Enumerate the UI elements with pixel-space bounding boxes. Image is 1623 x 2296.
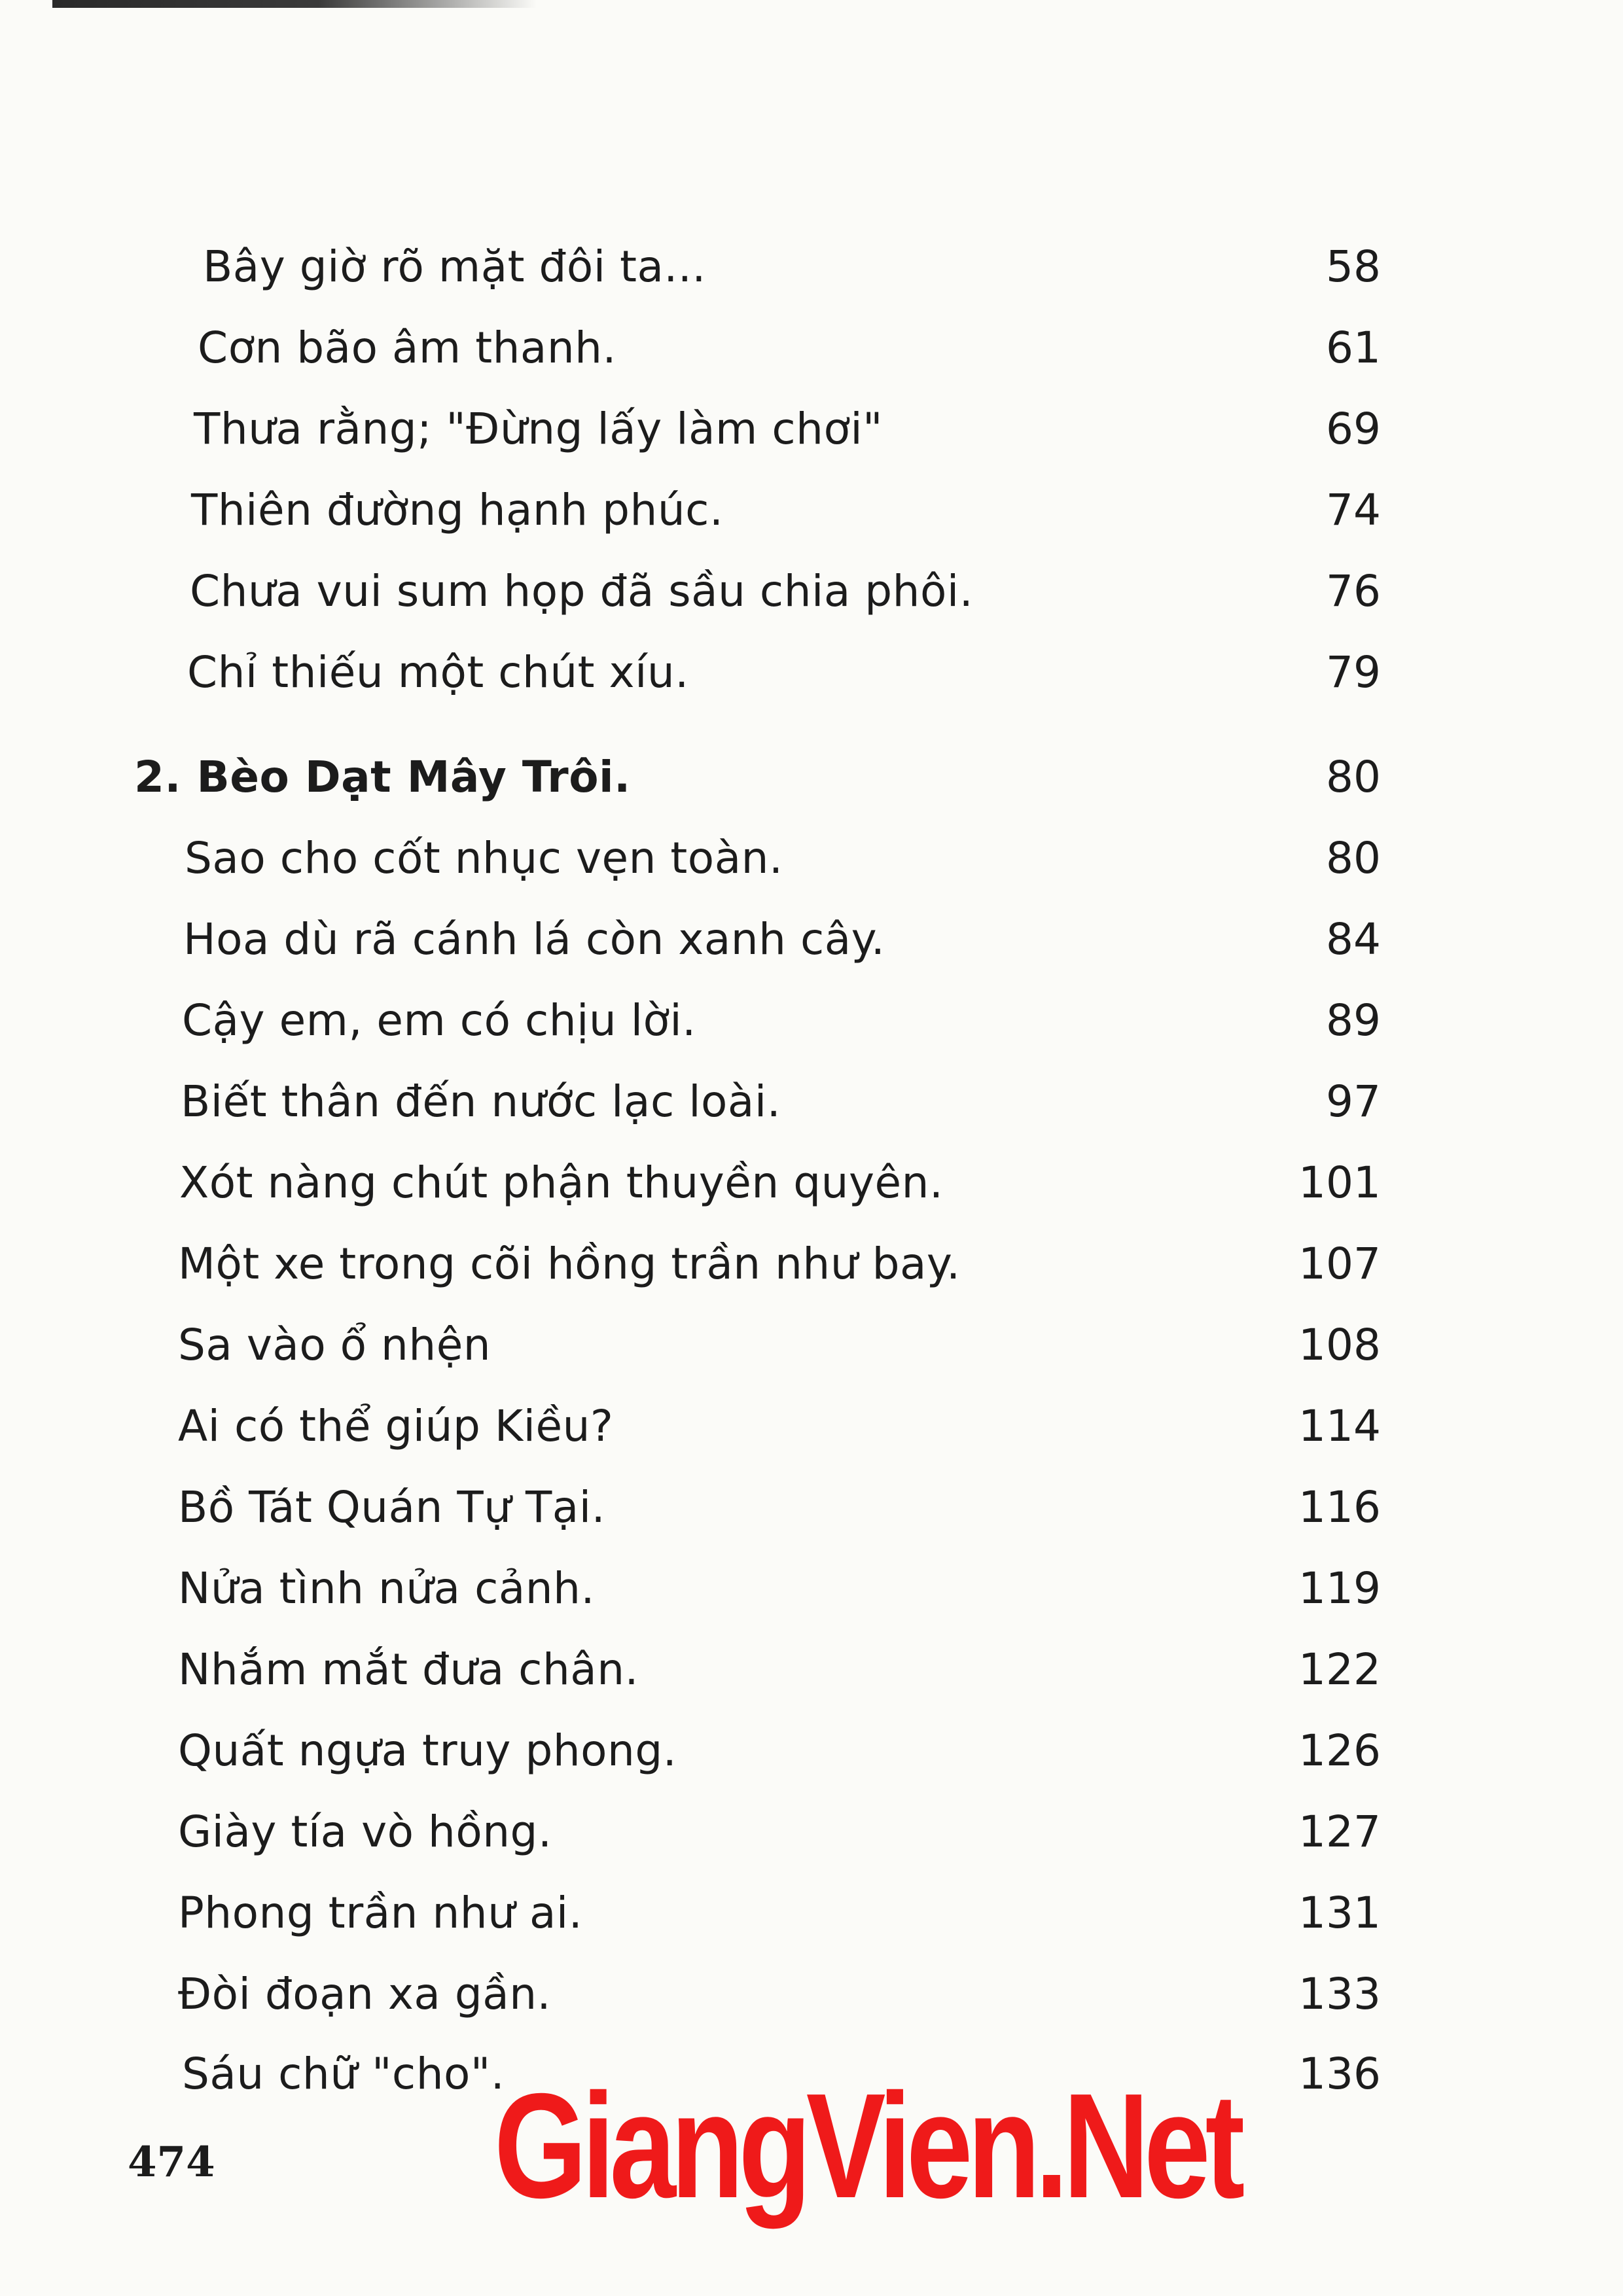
toc-entry-page: 58: [1326, 241, 1381, 292]
toc-entry: [0, 826, 1623, 898]
toc-entry-title: Sao cho cốt nhục vẹn toàn.: [185, 833, 783, 883]
toc-entry: [0, 397, 1623, 468]
toc-entry-page: 80: [1326, 752, 1381, 802]
toc-entry: [0, 1556, 1623, 1628]
toc-entry-page: 116: [1298, 1482, 1381, 1532]
toc-entry-title: Một xe trong cõi hồng trần như bay.: [178, 1239, 961, 1289]
toc-entry-title: Chưa vui sum họp đã sầu chia phôi.: [190, 566, 974, 616]
toc-entry-page: 131: [1298, 1888, 1381, 1938]
toc-entry: [0, 1069, 1623, 1141]
toc-entry-title: Giày tía vò hồng.: [178, 1807, 552, 1857]
toc-entry: [0, 559, 1623, 631]
toc-entry: [0, 478, 1623, 550]
toc-entry-title: Thiên đường hạnh phúc.: [191, 485, 724, 535]
toc-entry-title: Bồ Tát Quán Tự Tại.: [178, 1482, 606, 1532]
toc-entry: [0, 1231, 1623, 1303]
toc-entry-page: 133: [1298, 1969, 1381, 2019]
toc-entry-title: Sa vào ổ nhện: [178, 1320, 491, 1370]
toc-entry-page: 119: [1298, 1563, 1381, 1614]
toc-entry-page: 84: [1326, 914, 1381, 964]
toc-entry-title: Ai có thể giúp Kiều?: [178, 1401, 614, 1451]
toc-entry-page: 108: [1298, 1320, 1381, 1370]
toc-entry-title: Chỉ thiếu một chút xíu.: [187, 647, 689, 698]
toc-entry-title: Nhắm mắt đưa chân.: [178, 1644, 639, 1695]
toc-entry: [0, 1962, 1623, 2034]
page-number: 474: [128, 2138, 215, 2187]
toc-entry-page: 97: [1326, 1076, 1381, 1127]
toc-entry: [0, 1637, 1623, 1709]
toc-entry-page: 61: [1326, 323, 1381, 373]
toc-entry-page: 74: [1326, 485, 1381, 535]
toc-entry-title: Quất ngựa truy phong.: [178, 1725, 677, 1776]
toc-entry-page: 126: [1298, 1725, 1381, 1776]
toc-entry-title: Cơn bão âm thanh.: [198, 323, 616, 373]
toc-entry: [0, 1799, 1623, 1871]
toc-entry-page: 89: [1326, 995, 1381, 1046]
toc-entry-page: 101: [1298, 1157, 1381, 1208]
toc-entry: [0, 1475, 1623, 1547]
toc-entry-title: Đòi đoạn xa gần.: [178, 1969, 551, 2019]
toc-entry-title: Nửa tình nửa cảnh.: [178, 1563, 595, 1614]
toc-entry-title: Phong trần như ai.: [178, 1888, 583, 1938]
watermark-logo: GiangVien.Net: [494, 2063, 1240, 2229]
toc-entry-page: 69: [1326, 404, 1381, 454]
toc-entry: [0, 1150, 1623, 1222]
toc-entry-page: 80: [1326, 833, 1381, 883]
toc-entry-page: 107: [1298, 1239, 1381, 1289]
toc-entry-page: 79: [1326, 647, 1381, 698]
toc-entry: [0, 315, 1623, 387]
toc-entry: [0, 1313, 1623, 1385]
toc-entry: [0, 907, 1623, 979]
toc-entry: [0, 640, 1623, 712]
toc-entry-title: Bây giờ rõ mặt đôi ta...: [203, 241, 706, 292]
toc-entry-title: Cậy em, em có chịu lời.: [182, 995, 696, 1046]
toc-entry: [0, 234, 1623, 306]
toc-entry-page: 122: [1298, 1644, 1381, 1695]
toc-entry: [0, 1718, 1623, 1790]
toc-entry-title: Sáu chữ "cho".: [182, 2049, 505, 2099]
toc-entry-title: 2. Bèo Dạt Mây Trôi.: [134, 752, 631, 802]
toc-entry-title: Biết thân đến nước lạc loài.: [181, 1076, 781, 1127]
toc-entry-title: Xót nàng chút phận thuyền quyên.: [179, 1157, 944, 1208]
toc-entry-title: Thưa rằng; "Đừng lấy làm chơi": [194, 404, 883, 454]
toc-entry-page: 114: [1298, 1401, 1381, 1451]
toc-entry-page: 127: [1298, 1807, 1381, 1857]
toc-section-heading: [0, 745, 1623, 817]
toc-entry-page: 136: [1298, 2049, 1381, 2099]
toc-entry-page: 76: [1326, 566, 1381, 616]
toc-entry: [0, 988, 1623, 1060]
toc-entry-title: Hoa dù rã cánh lá còn xanh cây.: [183, 914, 885, 964]
toc-entry: [0, 1881, 1623, 1952]
toc-entry: [0, 1394, 1623, 1466]
